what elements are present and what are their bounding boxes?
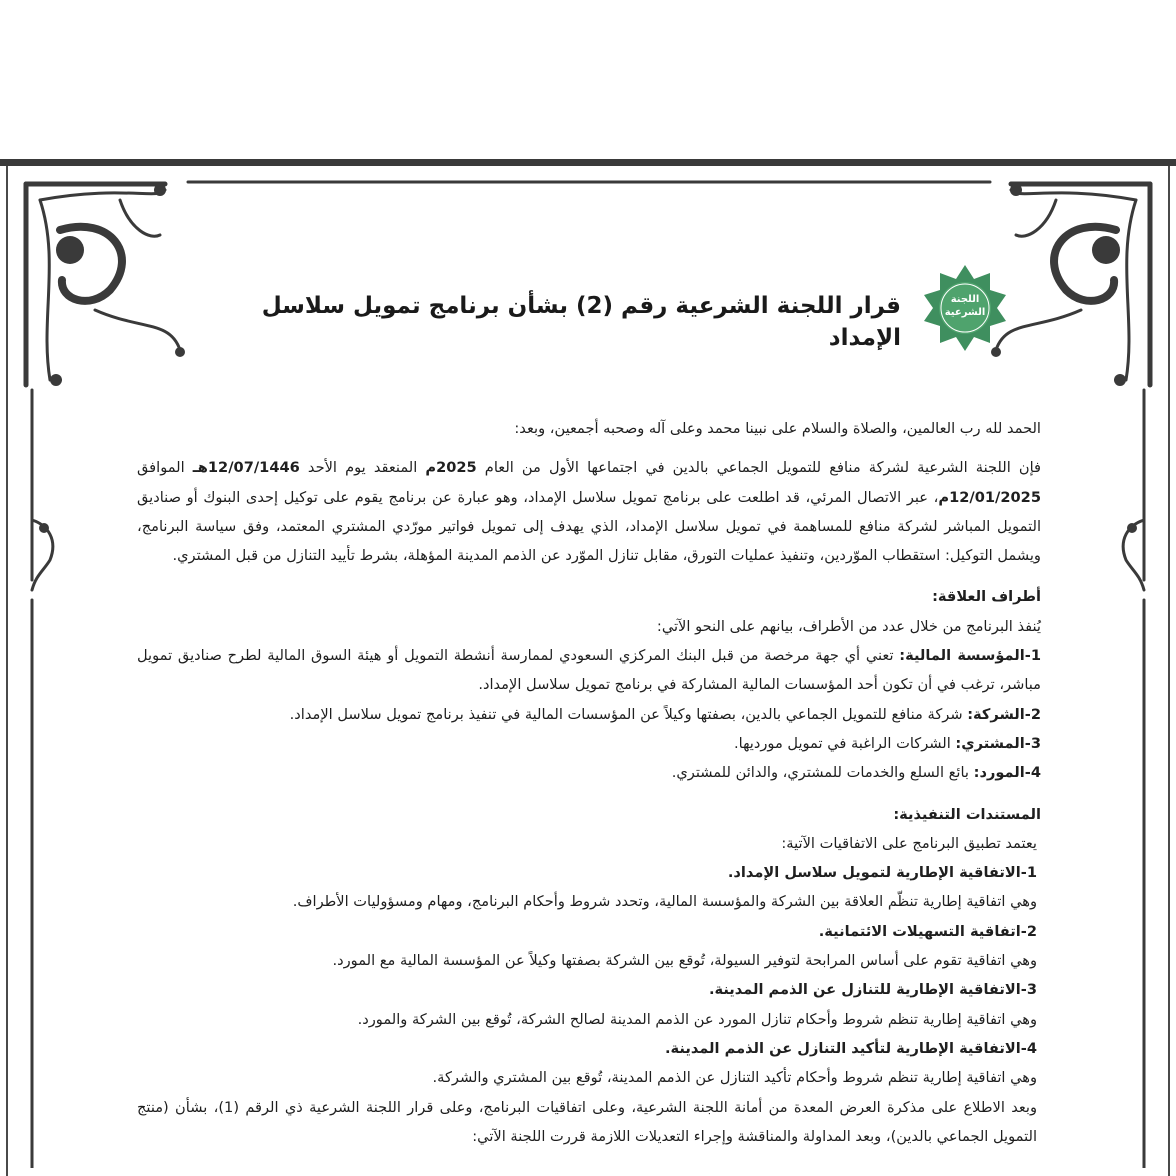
agreement-title: 1-الاتفاقية الإطارية لتمويل سلاسل الإمداد. xyxy=(727,864,1037,882)
agreement-desc: وهي اتفاقية إطارية تنظّم العلاقة بين الشركة والمؤسسة المالية، وتحدد شروط وأحكام البرنامج، ومهام ومسؤوليات الأطراف. xyxy=(292,893,1037,911)
party-item: 4-المورد: بائع السلع والخدمات للمشتري، والدائن للمشتري. xyxy=(671,764,1041,782)
logo-text-line-2: الشرعية xyxy=(944,307,986,318)
agreement-title: 4-الاتفاقية الإطارية لتأكيد التنازل عن الذمم المدينة. xyxy=(665,1039,1037,1057)
logo-text xyxy=(920,293,1010,319)
greeting: الحمد لله رب العالمين، والصلاة والسلام على نبينا محمد وعلى آله وصحبه أجمعين، وبعد: xyxy=(514,420,1041,437)
committee-logo xyxy=(920,263,1010,353)
documents-heading: المستندات التنفيذية: xyxy=(893,805,1041,823)
agreement-desc: وهي اتفاقية تقوم على أساس المرابحة لتوفير السيولة، تُوقع بين الشركة بصفتها وكيلاً عن المؤسسة المالية مع المورد. xyxy=(332,952,1037,970)
documents-intro: يعتمد تطبيق البرنامج على الاتفاقيات الآتية: xyxy=(781,834,1037,852)
side-ornament-left xyxy=(32,520,53,590)
corner-ornament-top-left xyxy=(26,184,185,386)
party-item: 3-المشتري: الشركات الراغبة في تمويل مورديها. xyxy=(733,734,1041,752)
parties-intro: يُنفذ البرنامج من خلال عدد من الأطراف، بيانهم على النحو الآتي: xyxy=(656,617,1041,635)
party-item: 2-الشركة: شركة منافع للتمويل الجماعي بالدين، بصفتها وكيلاً عن المؤسسات المالية في تنفيذ برنامج تمويل سلاسل الإمداد. xyxy=(289,705,1041,723)
logo-text-line-1: اللجنة xyxy=(950,294,980,305)
agreement-desc: وهي اتفاقية إطارية تنظم شروط وأحكام تنازل المورد عن الذمم المدينة لصالح الشركة، تُوقع بين الشركة والمورد. xyxy=(357,1010,1037,1028)
agreement-title: 2-اتفاقية التسهيلات الائتمانية. xyxy=(818,922,1037,940)
intro-paragraph: فإن اللجنة الشرعية لشركة منافع للتمويل الجماعي بالدين في اجتماعها الأول من العام 2025م المنعقد يوم الأحد 12/07/1446هـ الموافق 12/01/2025م، عبر الاتصال المرئي، قد اطلعت على برنامج تمويل سلاسل الإمداد، وهو عبارة عن برنامج يقوم على توكيل إحدى البنوك أو صناديق التمويل المباشر لشركة منافع للمساهمة في تمويل سلاسل الإمداد، الذي يهدف إلى تمويل فواتير مورّدي المشتري المعتمد، وفق سياسة البرنامج، ويشمل التوكيل: استقطاب الموّردين، وتنفيذ عمليات التورق، مقابل تنازل الموّرد عن الذمم المدينة المؤهلة، بشرط تأييد التنازل من قبل المشتري. xyxy=(137,459,1041,565)
agreement-title: 3-الاتفاقية الإطارية للتنازل عن الذمم المدينة. xyxy=(708,981,1037,999)
document-body xyxy=(137,414,1041,1151)
document-title: قرار اللجنة الشرعية رقم (2) بشأن برنامج تمويل سلاسل الإمداد xyxy=(261,293,901,351)
closing-paragraph: وبعد الاطلاع على مذكرة العرض المعدة من أمانة اللجنة الشرعية، وعلى اتفاقيات البرنامج، وعلى قرار اللجنة الشرعية ذي الرقم (1)، بشأن (منتج التمويل الجماعي بالدين)، وبعد المداولة والمناقشة وإجراء التعديلات اللازمة قررت اللجنة الآتي: xyxy=(137,1098,1038,1145)
parties-heading: أطراف العلاقة: xyxy=(932,588,1041,606)
party-item: 1-المؤسسة المالية: تعني أي جهة مرخصة من قبل البنك المركزي السعودي لممارسة أنشطة التمويل أو هيئة السوق المالية لطرح صناديق تمويل مباشر، ترغب في أن تكون أحد المؤسسات المالية المشاركة في برنامج تمويل سلاسل الإمداد. xyxy=(137,647,1041,694)
agreement-desc: وهي اتفاقية إطارية تنظم شروط وأحكام تأكيد التنازل عن الذمم المدينة، تُوقع بين المشتري والشركة. xyxy=(432,1069,1037,1087)
corner-ornament-top-right xyxy=(991,184,1150,386)
side-ornament-right xyxy=(1123,520,1144,590)
